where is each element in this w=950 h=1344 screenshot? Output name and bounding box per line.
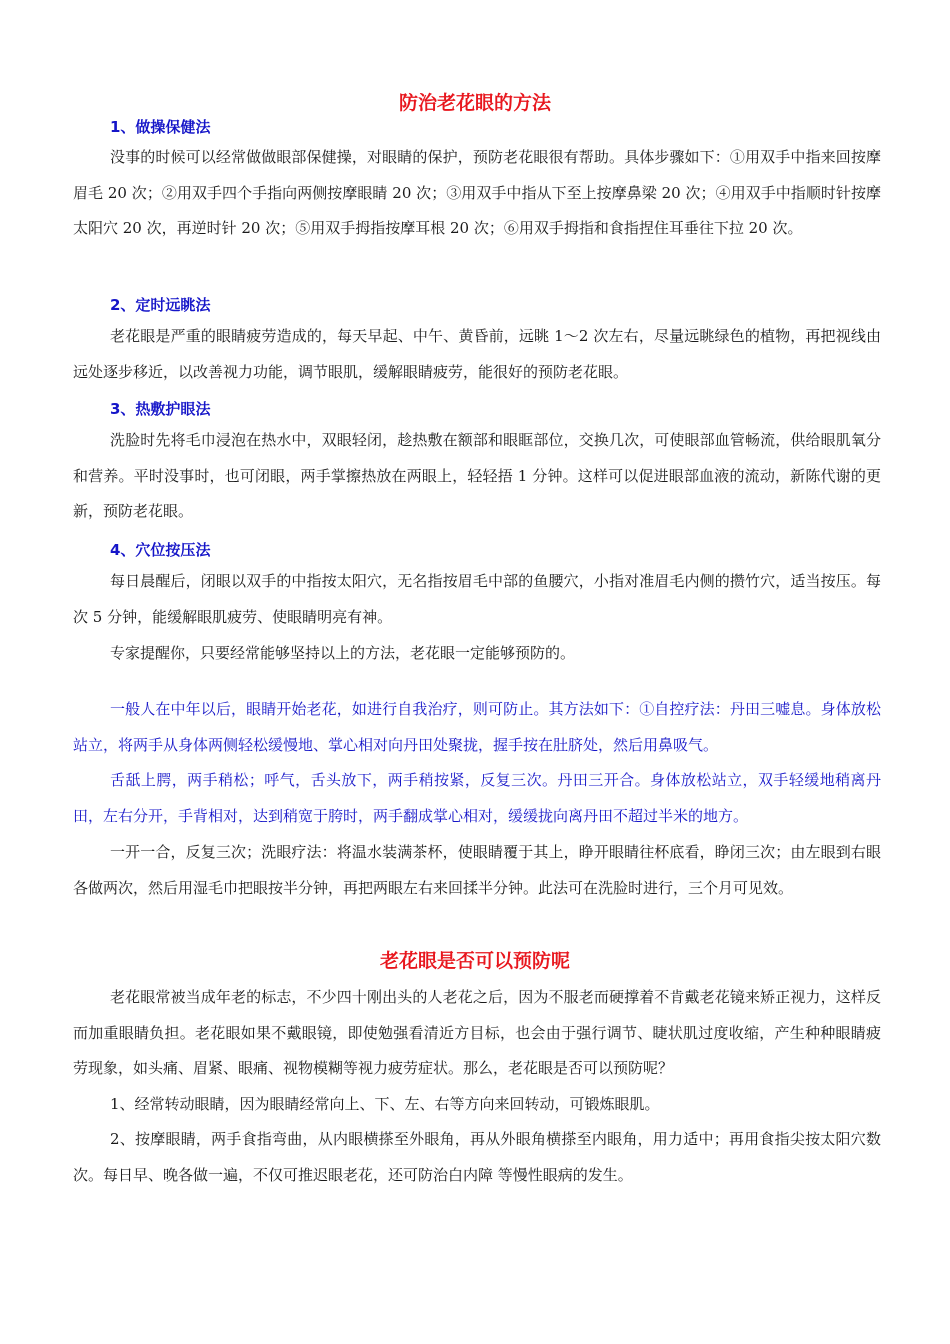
expert-reminder: 专家提醒你，只要经常能够坚持以上的方法，老花眼一定能够预防的。 [110, 644, 576, 662]
section-text-exercise: 没事的时候可以经常做做眼部保健操，对眼睛的保护，预防老花眼很有帮助。具体步骤如下：①用双手中指来回按摩眉毛 20 次；②用双手四个手指向两侧按摩眼睛 20 次；③用双手中指从下至上按摩鼻梁 20 次；④用双手中指顺时针按摩太阳穴 20 次，再逆时针 20 次；⑤用双手拇指按摩耳根 20 次；⑥用双手拇指和食指捏住耳垂往下拉 20 次。 [73, 148, 881, 237]
page-title: 防治老花眼的方法 [398, 92, 551, 114]
section-text-distance: 老花眼是严重的眼睛疲劳造成的，每天早起、中午、黄昏前，远眺 1～2 次左右，尽量远眺绿色的植物，再把视线由远处逐步移近，以改善视力功能，调节眼肌，缓解眼睛疲劳，能很好的预防老花眼。 [73, 327, 881, 381]
selftreat-paragraph-3: 一开一合，反复三次；洗眼疗法：将温水装满茶杯，使眼睛覆于其上，睁开眼睛往杯底看，睁闭三次；由左眼到右眼各做两次，然后用湿毛巾把眼按半分钟，再把两眼左右来回揉半分钟。此法可在洗脸时进行，三个月可见效。 [73, 843, 881, 897]
prevention-item-2: 2、按摩眼睛，两手食指弯曲，从内眼横搽至外眼角，再从外眼角横搽至内眼角，用力适中；再用食指尖按太阳穴数次。每日早、晚各做一遍，不仅可推迟眼老花，还可防治白内障 等慢性眼病的发生。 [73, 1130, 881, 1184]
section-heading-acupoint: 4、穴位按压法 [110, 541, 211, 559]
section-text-compress: 洗脸时先将毛巾浸泡在热水中，双眼轻闭，趁热敷在额部和眼眶部位，交换几次，可使眼部血管畅流，供给眼肌氧分和营养。平时没事时，也可闭眼，两手掌擦热放在两眼上，轻轻捂 1 分钟。这样可以促进眼部血液的流动，新陈代谢的更新，预防老花眼。 [73, 431, 881, 520]
prevention-item-1: 1、经常转动眼睛，因为眼睛经常向上、下、左、右等方向来回转动，可锻炼眼肌。 [110, 1095, 660, 1113]
section-heading-compress: 3、热敷护眼法 [110, 400, 211, 418]
section-heading-exercise: 1、做操保健法 [110, 118, 211, 136]
prevention-paragraph-1: 老花眼常被当成年老的标志，不少四十刚出头的人老花之后，因为不服老而硬撑着不肯戴老花镜来矫正视力，这样反而加重眼睛负担。老花眼如果不戴眼镜，即使勉强看清近方目标，也会由于强行调节、睫状肌过度收缩，产生种种眼睛疲劳现象，如头痛、眉紧、眼痛、视物模糊等视力疲劳症状。那么，老花眼是否可以预防呢？ [73, 988, 881, 1077]
selftreat-paragraph-2: 舌舐上腭，两手稍松；呼气，舌头放下，两手稍按紧，反复三次。丹田三开合。身体放松站立，双手轻缓地稍离丹田，左右分开，手背相对，达到稍宽于胯时，两手翻成掌心相对，缓缓拢向离丹田不超过半米的地方。 [73, 771, 881, 825]
selftreat-paragraph-1: 一般人在中年以后，眼睛开始老花，如进行自我治疗，则可防止。其方法如下：①自控疗法：丹田三嘘息。身体放松站立，将两手从身体两侧轻松缓慢地、掌心相对向丹田处聚拢，握手按在肚脐处，然后用鼻吸气。 [73, 700, 881, 754]
section-text-acupoint: 每日晨醒后，闭眼以双手的中指按太阳穴，无名指按眉毛中部的鱼腰穴，小指对准眉毛内侧的攒竹穴，适当按压。每次 5 分钟，能缓解眼肌疲劳、使眼睛明亮有神。 [73, 572, 881, 626]
section-heading-distance: 2、定时远眺法 [110, 296, 211, 314]
section-title-prevention: 老花眼是否可以预防呢 [379, 950, 570, 972]
